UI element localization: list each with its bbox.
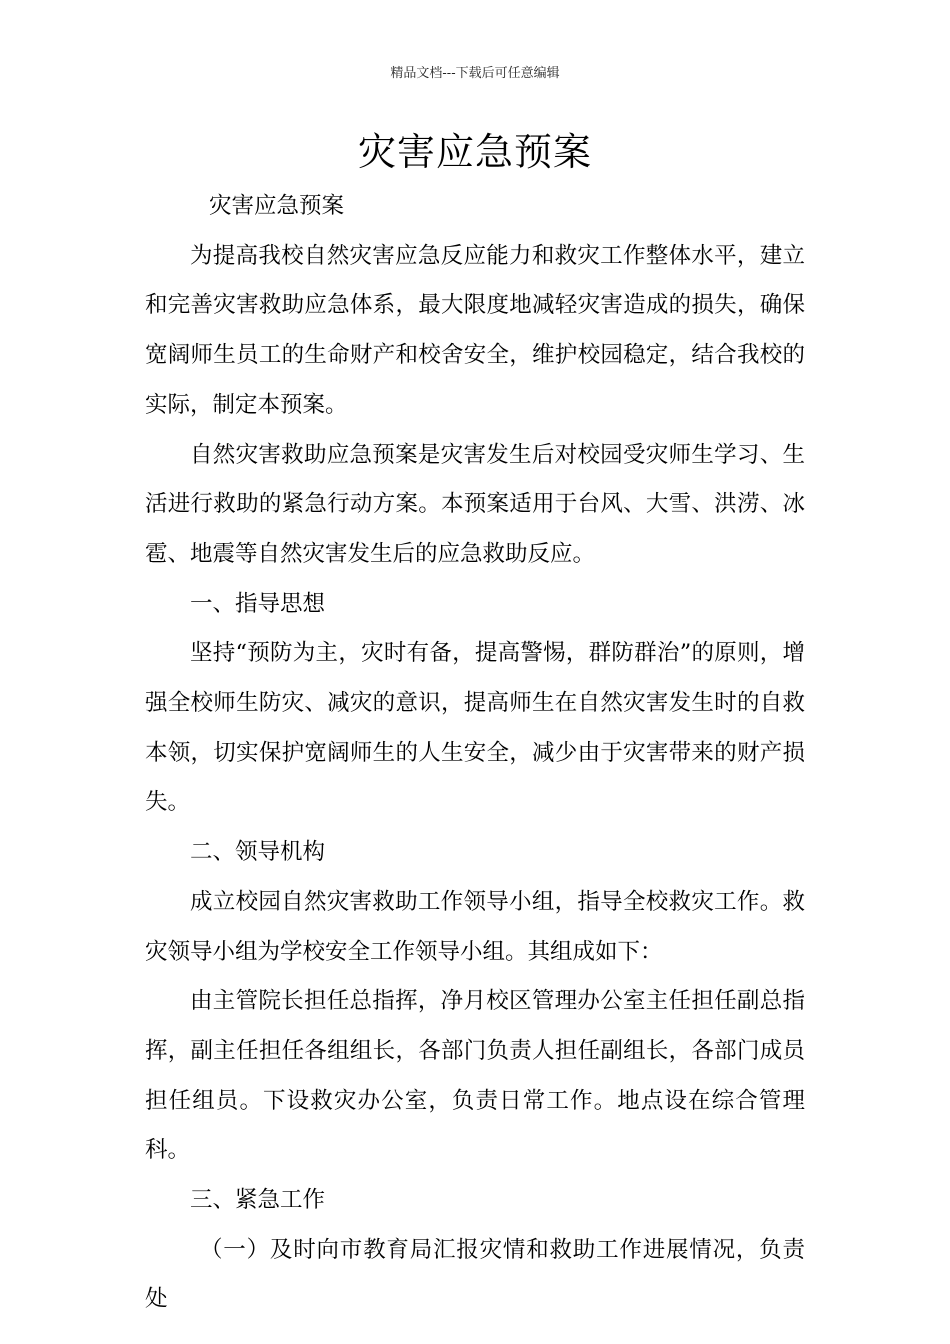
document-title: 灾害应急预案 bbox=[357, 130, 592, 174]
leadership-paragraph: 成立校园自然灾害救助工作领导小组，指导全校救灾工作。救灾领导小组为学校安全工作领导小组。其组成如下： bbox=[145, 888, 805, 965]
scope-paragraph: 自然灾害救助应急预案是灾害发生后对校园受灾师生学习、生活进行救助的紧急行动方案。本预案适用于台风、大雪、洪涝、冰雹、地震等自然灾害发生后的应急救助反应。 bbox=[145, 441, 805, 567]
section-heading-emergency-work: 三、紧急工作 bbox=[190, 1187, 326, 1214]
leadership-composition-paragraph: 由主管院长担任总指挥，净月校区管理办公室主任担任副总指挥，副主任担任各组组长，各部门负责人担任副组长，各部门成员担任组员。下设救灾办公室，负责日常工作。地点设在综合管理科。 bbox=[145, 988, 805, 1164]
section-heading-leadership: 二、领导机构 bbox=[190, 839, 326, 866]
emergency-work-item-1: （一）及时向市教育局汇报灾情和救助工作进展情况，负责处 bbox=[145, 1236, 805, 1313]
page-header-note: 精品文档---下载后可任意编辑 bbox=[390, 66, 560, 81]
guiding-principle-paragraph: 坚持“预防为主，灾时有备，提高警惕，群防群治”的原则，增强全校师生防灾、减灾的意识，提高师生在自然灾害发生时的自救本领，切实保护宽阔师生的人生安全，减少由于灾害带来的财产损失。 bbox=[145, 640, 805, 816]
intro-paragraph: 为提高我校自然灾害应急反应能力和救灾工作整体水平，建立和完善灾害救助应急体系，最大限度地减轻灾害造成的损失，确保宽阔师生员工的生命财产和校舍安全，维护校园稳定，结合我校的实际，制定本预案。 bbox=[145, 242, 805, 418]
section-heading-guiding-principle: 一、指导思想 bbox=[190, 590, 326, 617]
subtitle-paragraph: 灾害应急预案 bbox=[209, 193, 345, 219]
document-body bbox=[145, 182, 805, 1325]
